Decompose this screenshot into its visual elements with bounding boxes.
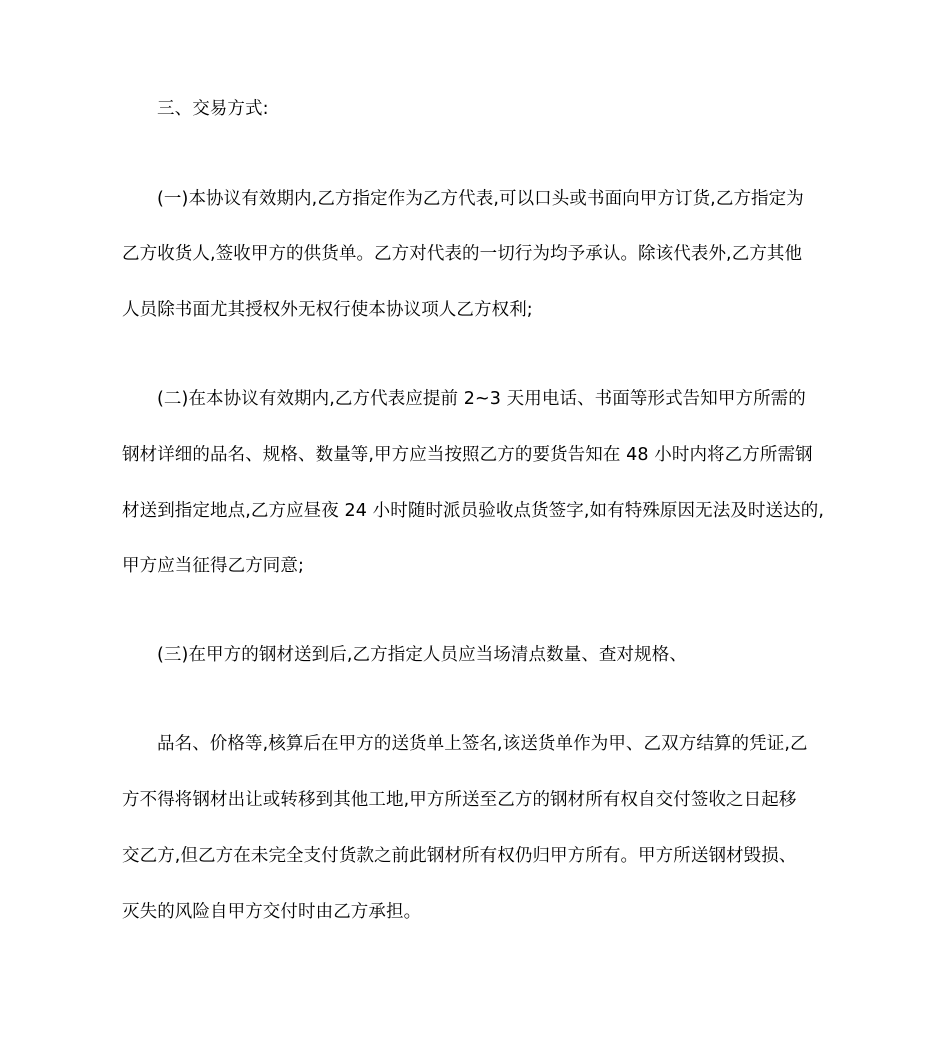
- section-heading: 三、交易方式:: [157, 99, 269, 119]
- clause-3-line: 品名、价格等,核算后在甲方的送货单上签名,该送货单作为甲、乙双方结算的凭证,乙: [157, 734, 808, 754]
- clause-2-line: 甲方应当征得乙方同意;: [122, 556, 304, 576]
- clause-2-line: 材送到指定地点,乙方应昼夜 24 小时随时派员验收点货签字,如有特殊原因无法及时送达的,: [122, 501, 824, 521]
- clause-3-intro: (三)在甲方的钢材送到后,乙方指定人员应当场清点数量、查对规格、: [157, 645, 687, 665]
- clause-1-line: 乙方收货人,签收甲方的供货单。乙方对代表的一切行为均予承认。除该代表外,乙方其他: [122, 244, 803, 264]
- clause-2-line: 钢材详细的品名、规格、数量等,甲方应当按照乙方的要货告知在 48 小时内将乙方所需钢: [122, 445, 813, 465]
- clause-1-line: (一)本协议有效期内,乙方指定作为乙方代表,可以口头或书面向甲方订货,乙方指定为: [157, 189, 804, 209]
- clause-2-line: (二)在本协议有效期内,乙方代表应提前 2~3 天用电话、书面等形式告知甲方所需的: [157, 389, 806, 409]
- clause-3-line: 灭失的风险自甲方交付时由乙方承担。: [122, 902, 422, 922]
- clause-3-line: 交乙方,但乙方在未完全支付货款之前此钢材所有权仍归甲方所有。甲方所送钢材毁损、: [122, 846, 797, 866]
- clause-1-line: 人员除书面尤其授权外无权行使本协议项人乙方权利;: [122, 300, 533, 320]
- clause-3-line: 方不得将钢材出让或转移到其他工地,甲方所送至乙方的钢材所有权自交付签收之日起移: [122, 790, 797, 810]
